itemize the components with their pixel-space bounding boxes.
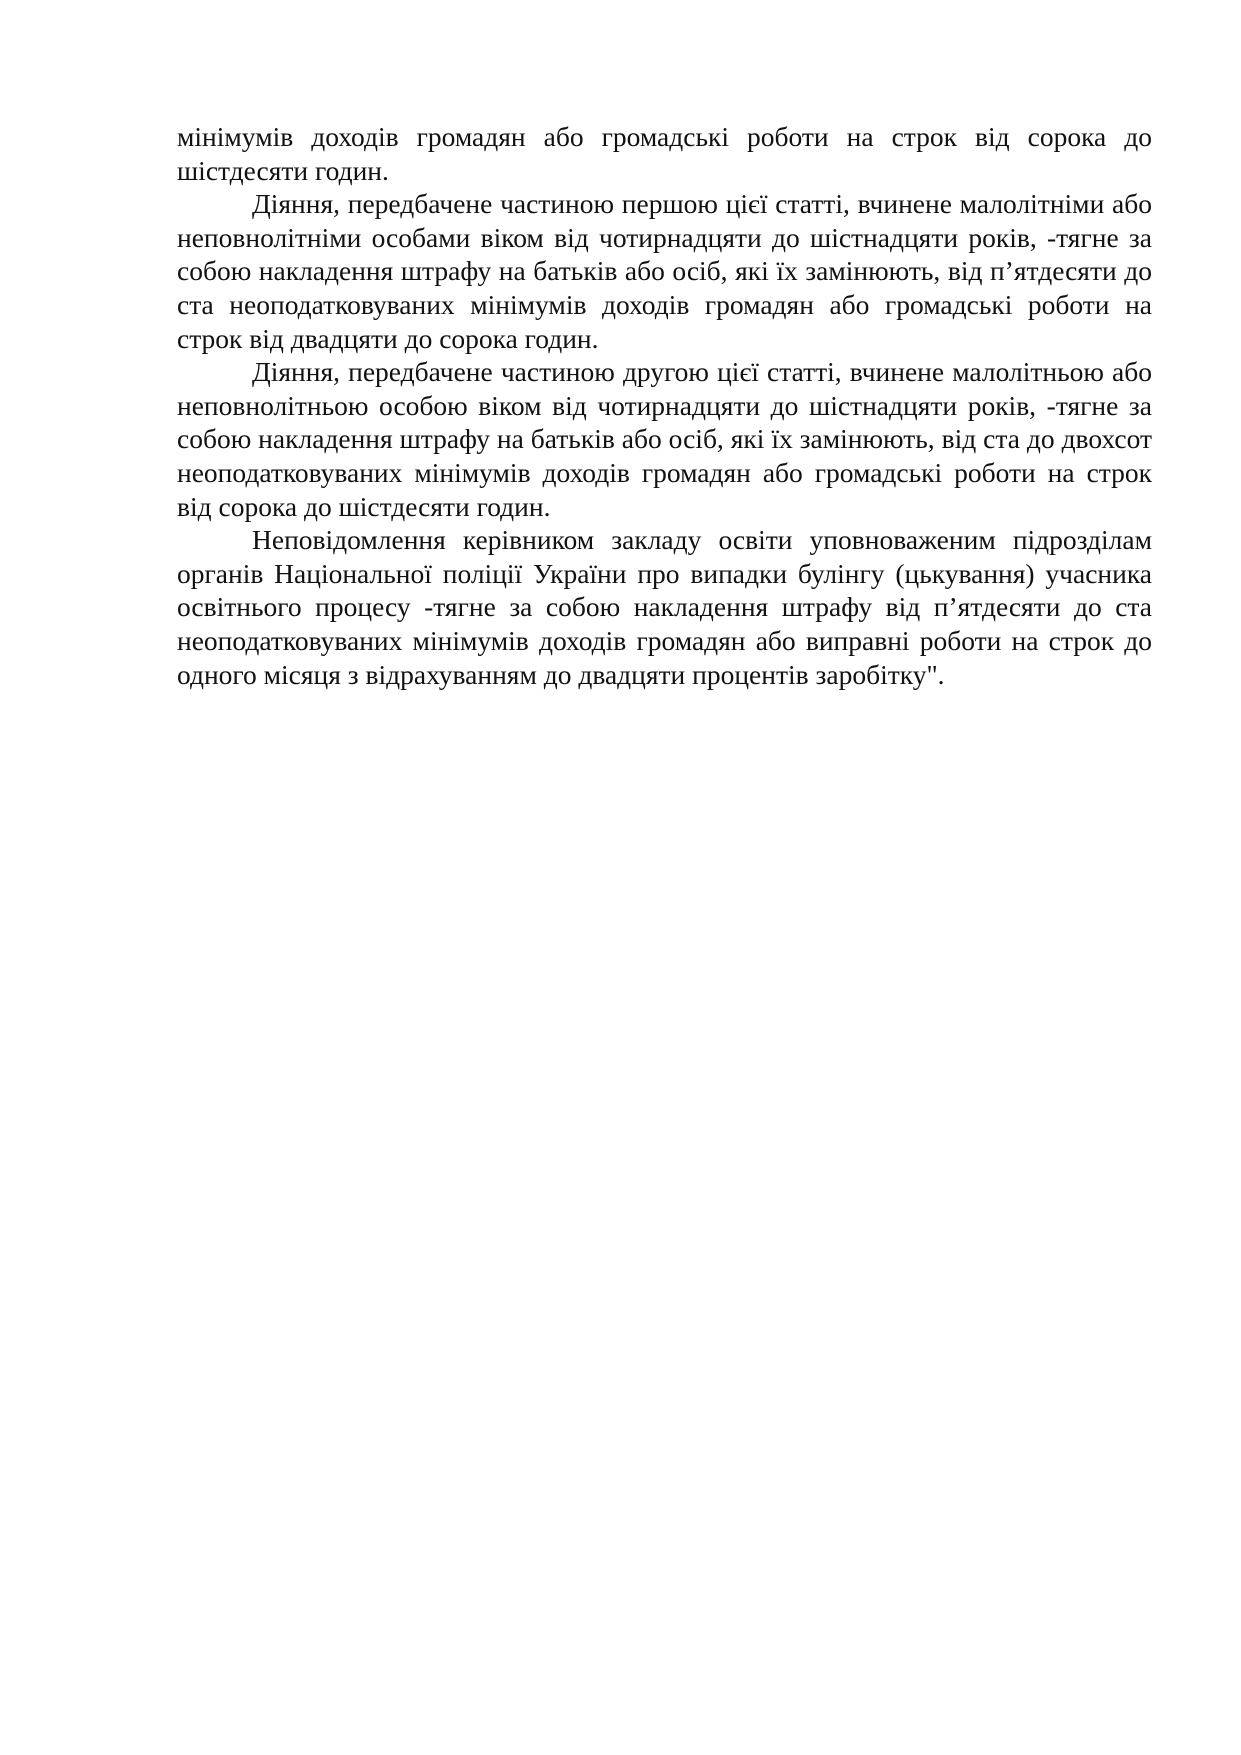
paragraph-3: Діяння, передбачене частиною другою цієї статті, вчинене малолітньою або неповнолітньою особою віком від чотирнадцяти до шістнадцяти років, -тягне за собою накладення штрафу на батьків або осіб, які їх замінюють, від ста до двохсот неоподатковуваних мінімумів доходів громадян або громадські роботи на строк від сорока до шістдесяти годин. [177, 356, 1152, 522]
paragraph-2: Діяння, передбачене частиною першою цієї статті, вчинене малолітніми або неповнолітніми особами віком від чотирнадцяти до шістнадцяти років, -тягне за собою накладення штрафу на батьків або осіб, які їх замінюють, від п’ятдесяти до ста неоподатковуваних мінімумів доходів громадян або громадські роботи на строк від двадцяти до сорока годин. [177, 188, 1152, 354]
paragraph-4: Неповідомлення керівником закладу освіти уповноваженим підрозділам органів Національної поліції України про випадки булінгу (цькування) учасника освітнього процесу -тягне за собою накладення штрафу від п’ятдесяти до ста неоподатковуваних мінімумів доходів громадян або виправні роботи на строк до одного місяця з відрахуванням до двадцяти процентів заробітку". [177, 524, 1152, 690]
document-body [177, 120, 1152, 691]
paragraph-1: мінімумів доходів громадян або громадські роботи на строк від сорока до шістдесяти годин. [177, 121, 1152, 186]
